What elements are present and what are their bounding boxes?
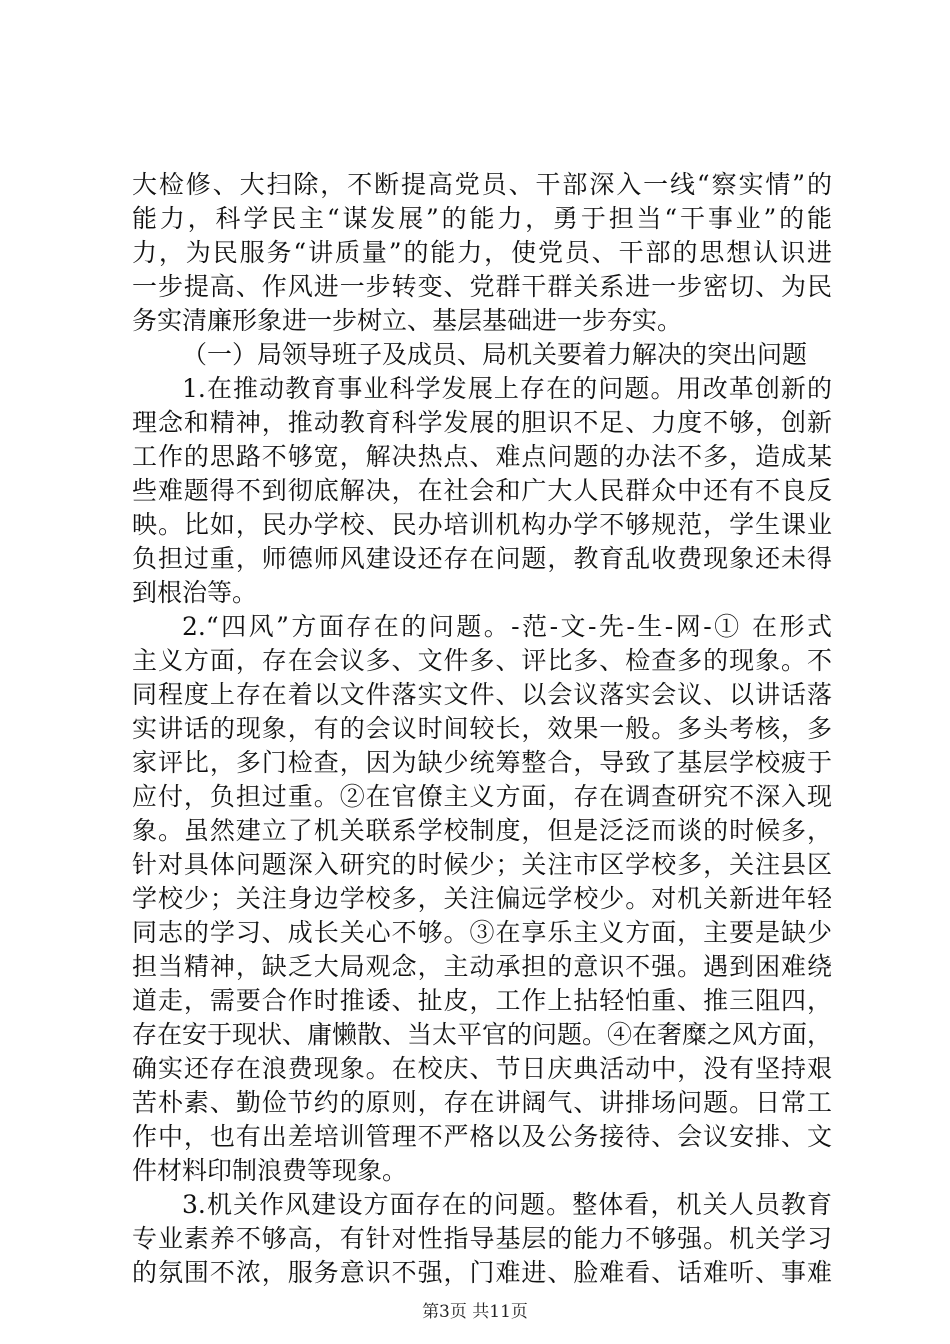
body-line: 件材料印制浪费等现象。 <box>132 1156 408 1185</box>
body-line: 作中，也有出差培训管理不严格以及公务接待、会议安排、文 <box>132 1122 832 1151</box>
body-line: 同志的学习、成长关心不够。③在享乐主义方面，主要是缺少 <box>132 918 832 947</box>
page-footer: 第3页 共11页 <box>422 1302 528 1322</box>
body-line: 力，为民服务“讲质量”的能力，使党员、干部的思想认识进 <box>132 238 832 267</box>
body-line: 到根治等。 <box>132 578 258 607</box>
body-line: 家评比，多门检查，因为缺少统筹整合，导致了基层学校疲于 <box>132 748 832 777</box>
body-line: 象。虽然建立了机关联系学校制度，但是泛泛而谈的时候多， <box>132 816 832 845</box>
body-line: 大检修、大扫除，不断提高党员、干部深入一线“察实情”的 <box>132 170 832 199</box>
body-line: 学校少；关注身边学校多，关注偏远学校少。对机关新进年轻 <box>132 884 832 913</box>
body-line: 理念和精神，推动教育科学发展的胆识不足、力度不够，创新 <box>132 408 832 437</box>
body-line: 主义方面，存在会议多、文件多、评比多、检查多的现象。不 <box>132 646 832 675</box>
body-line: 应付，负担过重。②在官僚主义方面，存在调查研究不深入现 <box>132 782 832 811</box>
body-line: 存在安于现状、庸懒散、当太平官的问题。④在奢糜之风方面， <box>132 1020 832 1049</box>
body-line: 映。比如，民办学校、民办培训机构办学不够规范，学生课业 <box>132 510 832 539</box>
body-line: 负担过重，师德师风建设还存在问题，教育乱收费现象还未得 <box>132 544 832 573</box>
section-heading: （一）局领导班子及成员、局机关要着力解决的突出问题 <box>182 340 808 369</box>
body-line: 1.在推动教育事业科学发展上存在的问题。用改革创新的 <box>182 374 832 403</box>
body-line: 能力，科学民主“谋发展”的能力，勇于担当“干事业”的能 <box>132 204 832 233</box>
body-line: 的氛围不浓，服务意识不强，门难进、脸难看、话难听、事难 <box>132 1258 832 1287</box>
body-line: 工作的思路不够宽，解决热点、难点问题的办法不多，造成某 <box>132 442 832 471</box>
body-line: 确实还存在浪费现象。在校庆、节日庆典活动中，没有坚持艰 <box>132 1054 832 1083</box>
body-line: 同程度上存在着以文件落实文件、以会议落实会议、以讲话落 <box>132 680 832 709</box>
body-line: 3.机关作风建设方面存在的问题。整体看，机关人员教育 <box>182 1190 832 1219</box>
body-line: 苦朴素、勤俭节约的原则，存在讲阔气、讲排场问题。日常工 <box>132 1088 832 1117</box>
body-line: 些难题得不到彻底解决，在社会和广大人民群众中还有不良反 <box>132 476 832 505</box>
body-line: 道走，需要合作时推诿、扯皮，工作上拈轻怕重、推三阻四， <box>132 986 832 1015</box>
body-line: 2.“四风”方面存在的问题。-范-文-先-生-网-① 在形式 <box>182 612 832 641</box>
body-line: 实讲话的现象，有的会议时间较长，效果一般。多头考核，多 <box>132 714 832 743</box>
body-line: 务实清廉形象进一步树立、基层基础进一步夯实。 <box>132 306 683 335</box>
body-line: 担当精神，缺乏大局观念，主动承担的意识不强。遇到困难绕 <box>132 952 832 981</box>
body-line: 专业素养不够高，有针对性指导基层的能力不够强。机关学习 <box>132 1224 832 1253</box>
body-line: 一步提高、作风进一步转变、党群干群关系进一步密切、为民 <box>132 272 832 301</box>
body-line: 针对具体问题深入研究的时候少；关注市区学校多，关注县区 <box>132 850 832 879</box>
